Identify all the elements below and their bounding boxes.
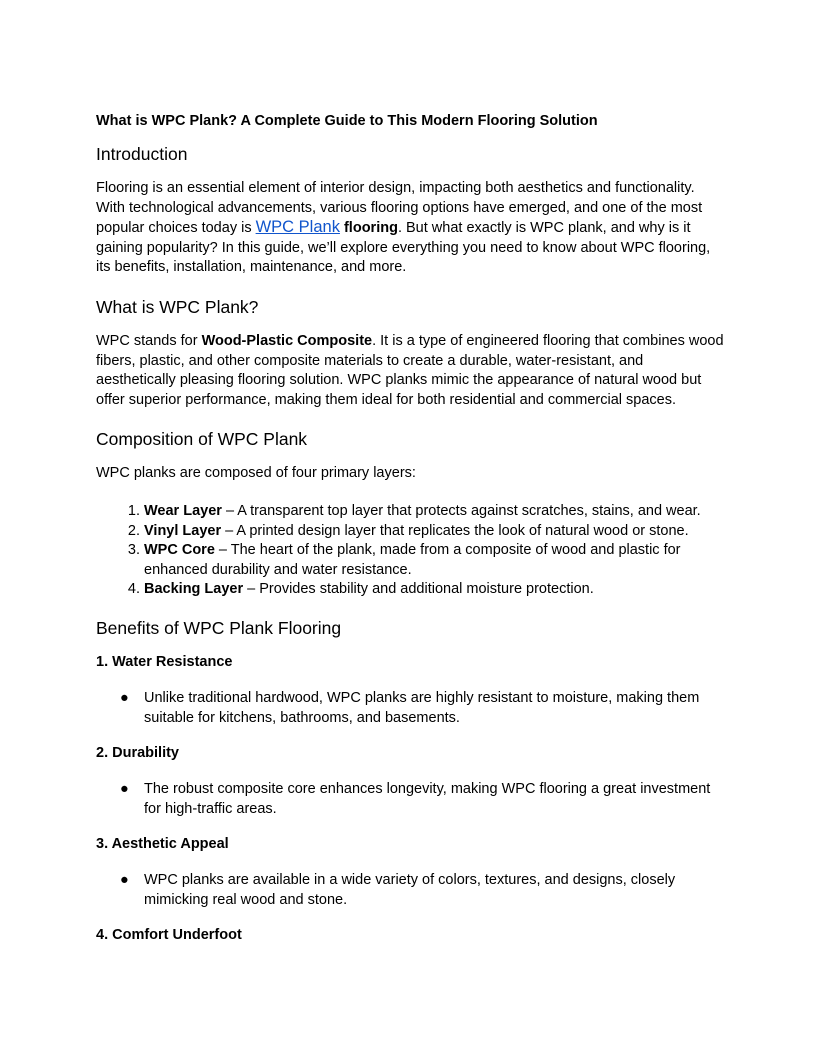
layer-desc: – A printed design layer that replicates the look of natural wood or stone. [221,522,689,539]
list-item [120,689,726,728]
benefit-point: Unlike traditional hardwood, WPC planks are highly resistant to moisture, making them suitable for kitchens, bathrooms, and basements. [144,689,700,726]
what-is-text-1: WPC stands for [96,332,202,349]
benefit-title: 1. Water Resistance [96,653,233,670]
document-page [96,112,726,962]
list-item [120,871,726,910]
list-item [144,541,726,580]
what-is-paragraph [96,332,726,410]
intro-text-1: Flooring is an essential element of interior design, impacting both aesthetics and functionality. With technological advancements, various flooring options have emerged, and one of the most popular choices today is [96,180,703,237]
benefit-title: 4. Comfort Underfoot [96,927,242,944]
layer-desc: – The heart of the plank, made from a composite of wood and plastic for enhanced durability and water resistance. [144,542,681,578]
document-title: What is WPC Plank? A Complete Guide to This Modern Flooring Solution [96,113,598,129]
heading-composition: Composition of WPC Plank [96,429,308,450]
heading-what-is-wpc: What is WPC Plank? [96,296,259,317]
benefit-list [96,780,726,819]
benefit-point: The robust composite core enhances longevity, making WPC flooring a great investment for high-traffic areas. [144,781,711,817]
layer-name: Wear Layer [144,502,222,519]
benefit-list [96,689,726,728]
benefit-title: 3. Aesthetic Appeal [96,836,229,853]
benefit-title: 2. Durability [96,745,179,762]
benefit-point: WPC planks are available in a wide variety of colors, textures, and designs, closely mimicking real wood and stone. [144,872,676,908]
layer-desc: – Provides stability and additional moisture protection. [243,581,594,598]
what-is-text-2: . It is a type of engineered flooring that combines wood fibers, plastic, and other composite materials to create a durable, water-resistant, and aesthetically pleasing flooring solution. WPC planks mimic the appearance of natural wood but offer superior performance, making them ideal for both residential and commercial spaces. [96,332,724,408]
heading-introduction: Introduction [96,144,188,164]
bullet-icon: ● [120,689,129,706]
list-item [144,502,726,522]
list-item [144,580,726,600]
benefit-list [96,871,726,910]
composition-intro: WPC planks are composed of four primary layers: [96,465,416,482]
layers-list [96,502,726,600]
intro-text-2: . But what exactly is WPC plank, and why is it gaining popularity? In this guide, we’ll explore everything you need to know about WPC flooring, its benefits, installation, maintenance, and more. [96,220,711,276]
layer-desc: – A transparent top layer that protects against scratches, stains, and wear. [221,502,701,519]
introduction-paragraph [96,179,726,278]
intro-bold-flooring: flooring [339,220,398,237]
bullet-icon: ● [120,781,129,798]
layer-name: Vinyl Layer [144,522,222,539]
heading-benefits: Benefits of WPC Plank Flooring [96,617,342,638]
layer-name: Backing Layer [144,581,244,598]
list-item [144,522,726,542]
list-item [120,780,726,819]
layer-name: WPC Core [144,542,215,559]
what-is-bold-term: Wood-Plastic Composite [201,332,373,349]
wpc-plank-link[interactable]: WPC Plank [255,218,340,237]
bullet-icon: ● [120,872,129,889]
